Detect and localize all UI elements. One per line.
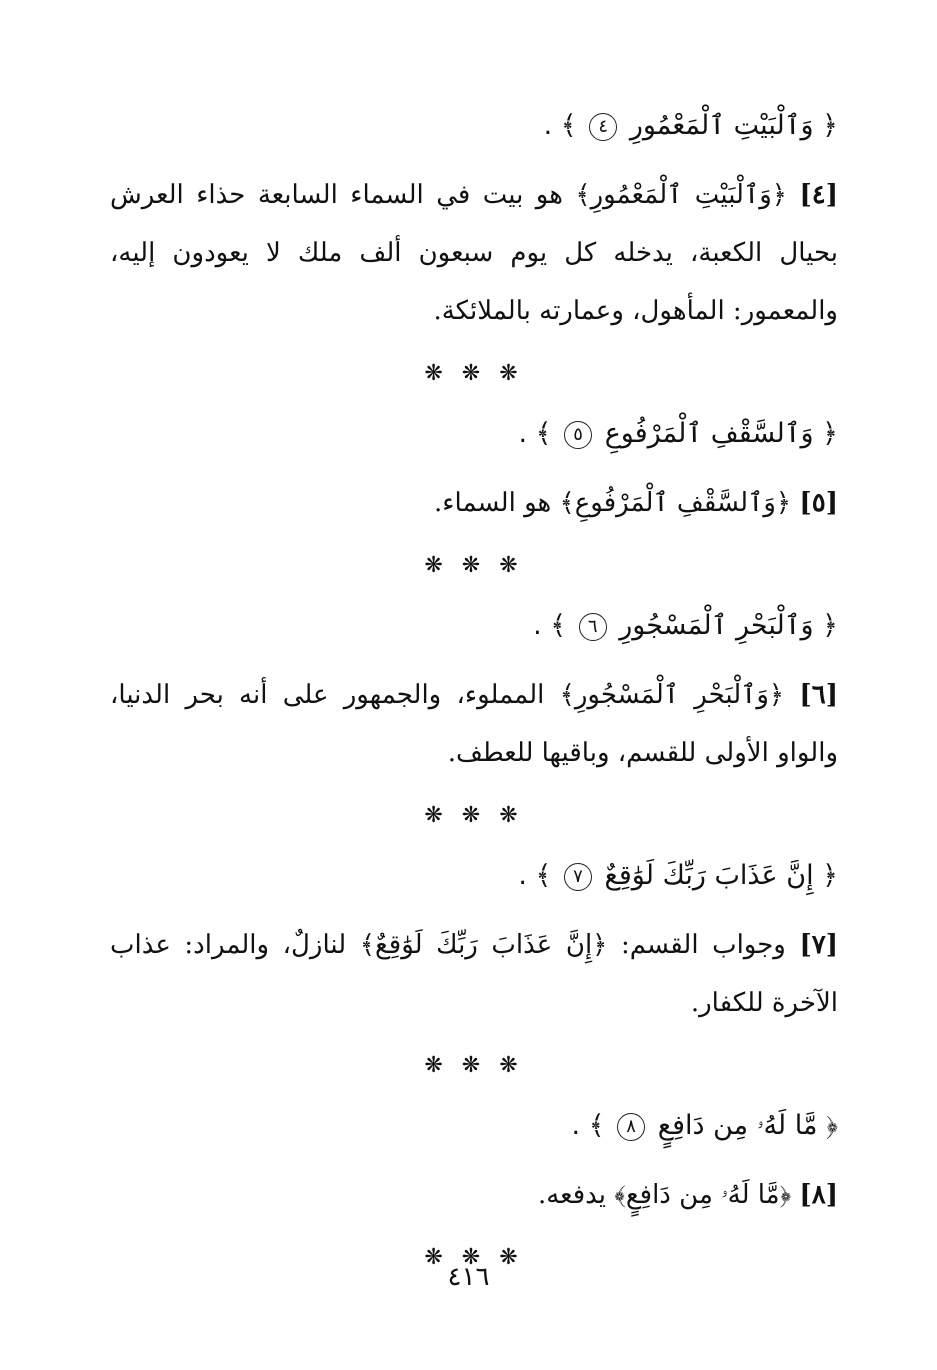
commentary-4	[110, 166, 838, 340]
section-separator: ❋ ❋ ❋	[424, 1245, 524, 1270]
commentary-6	[110, 666, 838, 782]
commentary-8	[110, 1166, 838, 1224]
section-separator: ❋ ❋ ❋	[424, 553, 524, 578]
ayah-number-marker: ٦	[579, 613, 607, 641]
commentary-number: [٨]	[799, 1180, 838, 1210]
commentary-number: [٥]	[799, 488, 838, 518]
commentary-text: هو بيت في السماء السابعة حذاء العرش بحيال الكعبة، يدخله كل يوم سبعون ألف ملك لا يعودون إليه، والمعمور: المأهول، وعمارته بالملائكة.	[110, 180, 838, 326]
commentary-text: هو السماء.	[434, 488, 552, 518]
quran-quote: وَٱلسَّقْفِ ٱلْمَرْفُوعِ	[574, 488, 776, 518]
verse-close-bracket: ﴾ .	[543, 110, 577, 141]
commentary-text: المملوء، والجمهور على أنه بحر الدنيا، والواو الأولى للقسم، وباقيها للعطف.	[110, 680, 838, 768]
verse-text: وَٱلْبَيْتِ ٱلْمَعْمُورِ	[629, 110, 814, 141]
quran-open-bracket: ﴿	[779, 1180, 792, 1210]
verse-7	[110, 848, 838, 904]
quran-close-bracket: ﴾	[359, 930, 375, 960]
commentary-number: [٦]	[799, 680, 838, 710]
page-number: ٤١٦	[447, 1262, 490, 1292]
quran-close-bracket: ﴾	[559, 680, 575, 710]
commentary-7	[110, 916, 838, 1032]
verse-close-bracket: ﴾ .	[571, 1110, 605, 1141]
section-separator: ❋ ❋ ❋	[424, 1053, 524, 1078]
verse-5	[110, 406, 838, 462]
commentary-text: يدفعه.	[537, 1180, 607, 1210]
commentary-text: لنازلٌ، والمراد: عذاب الآخرة للكفار.	[110, 930, 838, 1018]
commentary-number: [٤]	[799, 180, 839, 210]
commentary-number: [٧]	[799, 930, 839, 960]
quran-quote: مَّا لَهُۥ مِن دَافِعٍ	[625, 1180, 780, 1210]
quran-quote: وَٱلْبَيْتِ ٱلْمَعْمُورِ	[590, 180, 772, 210]
verse-open-bracket: ﴿	[826, 1110, 838, 1141]
verse-text: مَّا لَهُۥ مِن دَافِعٍ	[657, 1110, 818, 1141]
verse-close-bracket: ﴾ .	[533, 610, 567, 641]
quran-open-bracket: ﴿	[775, 488, 792, 518]
verse-open-bracket: ﴿	[822, 418, 838, 449]
commentary-prefix: وجواب القسم:	[620, 930, 786, 960]
verse-open-bracket: ﴿	[822, 610, 838, 641]
verse-text: إِنَّ عَذَابَ رَبِّكَ لَوَٰقِعٌ	[604, 860, 814, 891]
verse-close-bracket: ﴾ .	[518, 418, 552, 449]
quran-open-bracket: ﴿	[771, 180, 787, 210]
verse-open-bracket: ﴿	[822, 860, 838, 891]
quran-close-bracket: ﴾	[559, 488, 575, 518]
verse-4	[110, 98, 838, 154]
ayah-number-marker: ٥	[564, 421, 592, 449]
section-separator: ❋ ❋ ❋	[424, 803, 524, 828]
section-separator: ❋ ❋ ❋	[424, 361, 524, 386]
quran-open-bracket: ﴿	[768, 680, 785, 710]
verse-text: وَٱلسَّقْفِ ٱلْمَرْفُوعِ	[604, 418, 814, 449]
ayah-number-marker: ٤	[589, 113, 617, 141]
ayah-number-marker: ٧	[564, 863, 592, 891]
verse-open-bracket: ﴿	[822, 110, 838, 141]
quran-quote: إِنَّ عَذَابَ رَبِّكَ لَوَٰقِعٌ	[374, 930, 593, 960]
quran-open-bracket: ﴿	[592, 930, 608, 960]
quran-close-bracket: ﴾	[575, 180, 591, 210]
verse-8	[110, 1098, 838, 1154]
verse-text: وَٱلْبَحْرِ ٱلْمَسْجُورِ	[619, 610, 814, 641]
ayah-number-marker: ٨	[617, 1113, 645, 1141]
quran-quote: وَٱلْبَحْرِ ٱلْمَسْجُورِ	[574, 680, 769, 710]
verse-close-bracket: ﴾ .	[518, 860, 552, 891]
commentary-5	[110, 474, 838, 532]
quran-close-bracket: ﴾	[614, 1180, 626, 1210]
verse-6	[110, 598, 838, 654]
page-body	[110, 86, 838, 1288]
